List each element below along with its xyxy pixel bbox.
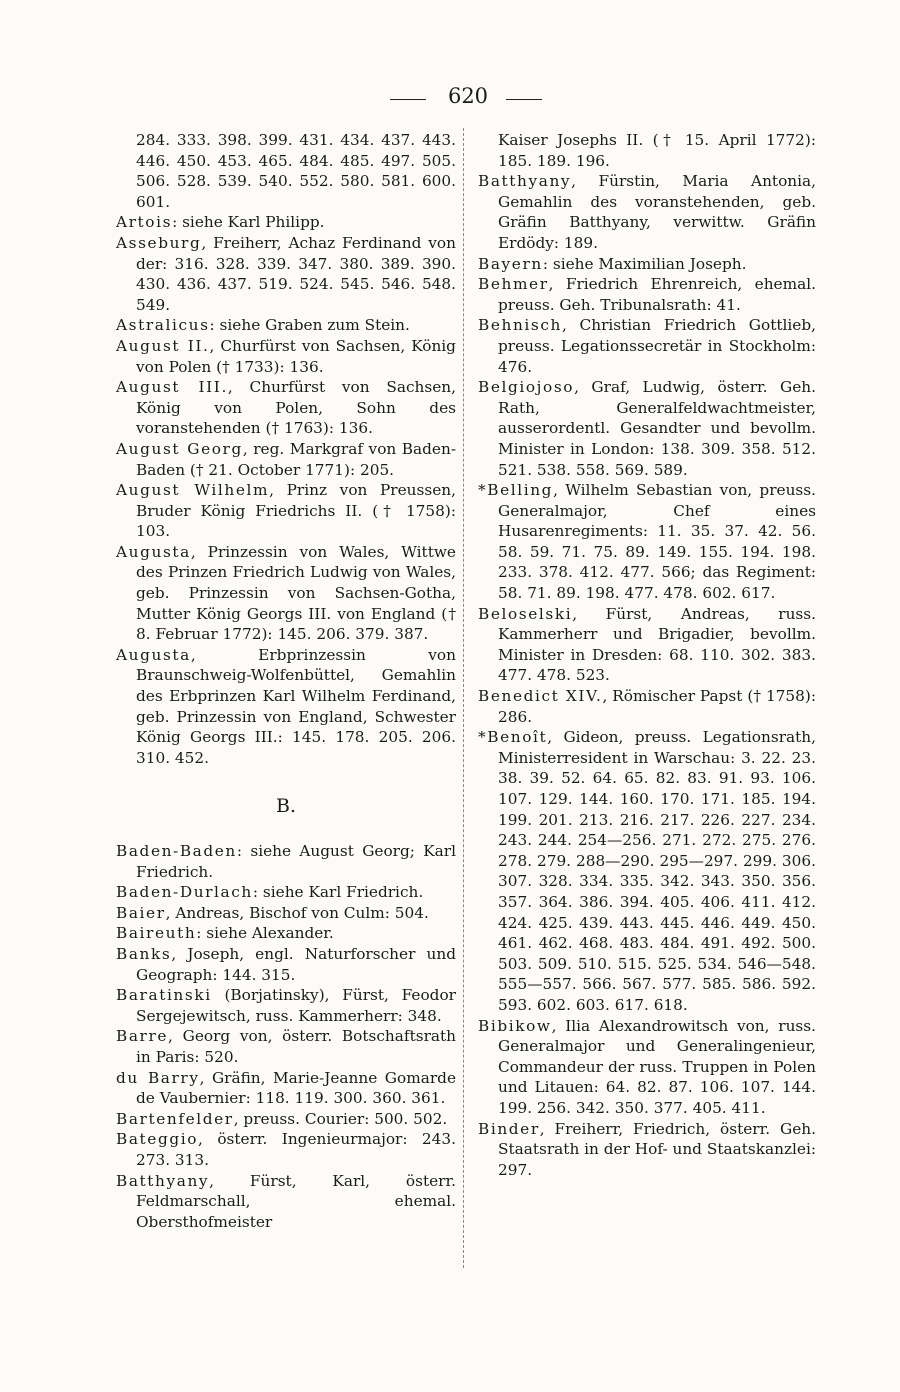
entry-text: , Andreas, Bischof von Culm: 504. — [165, 903, 429, 922]
entry-text: , Gideon, preuss. Legationsrath, Ministerresident in Warschau: 3. 22. 23. 38. 39. 52. 64. 65. 82. 83. 91. 93. 106. 107. 129. 144. 160. 170. 171. 185. 194. 199. 201. 213. 216. 217. 226. 227. 234. 243. 244. 254—256. 271. 272. 275. 276. 278. 279. 288—290. 295—297. 299. 306. 307. 328. 334. 335. 342. 343. 350. 356. 357. 364. 386. 394. 405. 406. 411. 412. 424. 425. 439. 443. 445. 446. 449. 450. 461. 462. 468. 483. 484. 491. 492. 500. 503. 509. 510. 515. 525. 534. 546—548. 555—557. 566. 567. 577. 585. 586. 592. 593. 602. 603. 617. 618. — [498, 728, 816, 1014]
entry-headword: Behmer — [478, 275, 549, 294]
page-number: 620 — [447, 84, 489, 108]
entry-text: , Römischer Papst († 1758): 286. — [498, 687, 816, 726]
index-entry — [116, 923, 456, 944]
entry-text: , Freiherr, Friedrich, österr. Geh. Staatsrath in der Hof- und Staatskanzlei: 297. — [498, 1119, 816, 1179]
index-entry — [116, 944, 456, 985]
entry-headword: Batthyany — [478, 172, 572, 191]
section-letter: B. — [275, 795, 296, 818]
entry-headword: Binder — [478, 1119, 540, 1138]
entry-headword: Bibikow — [478, 1016, 552, 1035]
entry-headword: Artois — [116, 213, 173, 232]
header-rule-left — [390, 99, 426, 100]
entry-text: : siehe Graben zum Stein. — [209, 316, 410, 335]
entry-text: Kaiser Josephs II. († 15. April 1772): 185. 189. 196. — [498, 131, 816, 170]
index-entry — [116, 315, 456, 336]
index-entry — [478, 130, 816, 171]
entry-text: , Christian Friedrich Gottlieb, preuss. Legationssecretär in Stockholm: 476. — [498, 316, 816, 376]
entry-headword: Belgiojoso — [478, 378, 575, 397]
entry-headword: August Wilhelm — [116, 481, 270, 500]
entry-text: , Churfürst von Sachsen, König von Polen, Sohn des voranstehenden († 1763): 136. — [136, 378, 456, 438]
entry-headword: Barre — [116, 1027, 169, 1046]
entry-headword: Batthyany — [116, 1171, 210, 1190]
index-entry — [116, 645, 456, 769]
entry-headword: August Georg — [116, 439, 243, 458]
index-entry — [116, 542, 456, 645]
entry-text: , Graf, Ludwig, österr. Geh. Rath, Generalfeldwachtmeister, ausserordentl. Gesandter und bevollm. Minister in London: 138. 309. 358. 512. 521. 538. 558. 569. 589. — [498, 378, 816, 479]
entry-text: : siehe Karl Philipp. — [172, 213, 325, 232]
page-header — [0, 84, 900, 114]
entry-text: (Borjatinsky), Fürst, Feodor Sergejewitsch, russ. Kammerherr: 348. — [136, 986, 456, 1025]
entry-headword: Bayern — [478, 254, 543, 273]
entry-headword: Augusta — [116, 542, 191, 561]
entry-text: : siehe Maximilian Joseph. — [542, 254, 747, 273]
index-entry — [478, 1119, 816, 1181]
index-entry — [478, 274, 816, 315]
entry-headword: *Benoît — [478, 728, 548, 747]
entry-headword: Behnisch — [478, 316, 562, 335]
column-divider — [463, 128, 464, 1268]
entry-text: , Georg von, österr. Botschaftsrath in Paris: 520. — [136, 1027, 456, 1066]
entry-text: , österr. Ingenieurmajor: 243. 273. 313. — [136, 1130, 456, 1169]
entry-headword: Bateggio — [116, 1130, 199, 1149]
entry-text: , Wilhelm Sebastian von, preuss. Generalmajor, Chef eines Husarenregiments: 11. 35. 37. 42. 56. 58. 59. 71. 75. 89. 149. 155. 194. 198. 233. 378. 412. 477. 566; das Regiment: 58. 71. 89. 198. 477. 478. 602. 617. — [498, 481, 816, 603]
entry-text: , Fürst, Andreas, russ. Kammerherr und Brigadier, bevollm. Minister in Dresden: 68. 110. 302. 383. 477. 478. 523. — [498, 604, 816, 685]
entry-headword: Augusta — [116, 645, 191, 664]
index-entry — [116, 233, 456, 315]
entry-text: , Gräfin, Marie-Jeanne Gomarde de Vaubernier: 118. 119. 300. 360. 361. — [136, 1068, 456, 1108]
index-entry — [116, 130, 456, 212]
entry-headword: Bartenfelder — [116, 1109, 234, 1128]
left-column — [116, 130, 456, 1232]
entry-headword: Baier — [116, 903, 166, 922]
index-entry — [116, 1026, 456, 1067]
entry-text: , Prinz von Preussen, Bruder König Friedrichs II. († 1758): 103. — [136, 481, 456, 541]
index-entry — [116, 439, 456, 480]
entry-headword: Benedict XIV. — [478, 687, 603, 706]
right-column — [478, 130, 816, 1180]
entry-text: , Prinzessin von Wales, Wittwe des Prinzen Friedrich Ludwig von Wales, geb. Prinzessin von Sachsen-Gotha, Mutter König Georgs III. von England († 8. Februar 1772): 145. 206. 379. 387. — [136, 542, 456, 644]
entry-text: : siehe Karl Friedrich. — [252, 883, 424, 902]
index-entry — [478, 254, 816, 275]
entry-headword: Asseburg — [116, 233, 202, 252]
entry-text: , Fürst, Karl, österr. Feldmarschall, ehemal. Obersthofmeister — [136, 1171, 456, 1231]
entry-headword: Beloselski — [478, 604, 573, 623]
index-entry — [116, 480, 456, 542]
entry-text: , reg. Markgraf von Baden-Baden († 21. October 1771): 205. — [136, 439, 456, 479]
entry-text: , Erbprinzessin von Braunschweig-Wolfenbüttel, Gemahlin des Erbprinzen Karl Wilhelm Ferdinand, geb. Prinzessin von England, Schwester König Georgs III.: 145. 178. 205. 206. 310. 452. — [136, 645, 456, 767]
entry-headword: August II. — [116, 336, 210, 355]
index-entry — [478, 171, 816, 253]
entry-headword: Baratinski — [116, 986, 212, 1005]
entry-text: , Friedrich Ehrenreich, ehemal. preuss. Geh. Tribunalsrath: 41. — [498, 275, 816, 314]
index-entry — [116, 1068, 456, 1109]
entry-text: , Churfürst von Sachsen, König von Polen († 1733): 136. — [136, 336, 456, 376]
index-entry — [478, 727, 816, 1015]
index-entry — [478, 686, 816, 727]
entry-text: , Fürstin, Maria Antonia, Gemahlin des voranstehenden, geb. Gräfin Batthyany, verwittw. Gräfin Erdödy: 189. — [498, 172, 816, 252]
entry-text: , Joseph, engl. Naturforscher und Geograph: 144. 315. — [136, 944, 456, 984]
entry-headword: Astralicus — [116, 316, 210, 335]
index-entry — [478, 315, 816, 377]
index-entry — [116, 377, 456, 439]
entry-headword: *Belling — [478, 481, 554, 500]
index-entry — [116, 212, 456, 233]
index-entry — [116, 985, 456, 1026]
index-entry — [116, 1109, 456, 1130]
index-entry — [116, 882, 456, 903]
entry-text: , Ilia Alexandrowitsch von, russ. Generalmajor und Generalingenieur, Commandeur der russ. Truppen in Polen und Litauen: 64. 82. 87. 106. 107. 144. 199. 256. 342. 350. 377. 405. 411. — [498, 1016, 816, 1117]
index-entry — [116, 336, 456, 377]
index-entry — [478, 377, 816, 480]
index-entry — [478, 480, 816, 604]
index-entry — [478, 1016, 816, 1119]
entry-headword: Banks — [116, 944, 172, 963]
header-rule-right — [506, 99, 542, 100]
entry-text: 284. 333. 398. 399. 431. 434. 437. 443. 446. 450. 453. 465. 484. 485. 497. 505. 506. 528. 539. 540. 552. 580. 581. 600. 601. — [136, 131, 456, 211]
entry-headword: Baireuth — [116, 924, 197, 943]
entry-text: : siehe August Georg; Karl Friedrich. — [136, 842, 456, 881]
index-entry — [116, 903, 456, 924]
entry-headword: Baden-Baden — [116, 842, 237, 860]
entry-text: , Freiherr, Achaz Ferdinand von der: 316. 328. 339. 347. 380. 389. 390. 430. 436. 437. 519. 524. 545. 546. 548. 549. — [136, 233, 456, 314]
entry-text: , preuss. Courier: 500. 502. — [233, 1109, 448, 1128]
entry-headword: August III. — [116, 378, 228, 397]
entry-text: : siehe Alexander. — [196, 924, 334, 943]
entry-headword: du Barry — [116, 1068, 200, 1087]
index-entry — [478, 604, 816, 686]
entry-headword: Baden-Durlach — [116, 883, 253, 902]
index-entry — [116, 1129, 456, 1170]
index-entry — [116, 841, 456, 882]
index-entry — [116, 1171, 456, 1233]
